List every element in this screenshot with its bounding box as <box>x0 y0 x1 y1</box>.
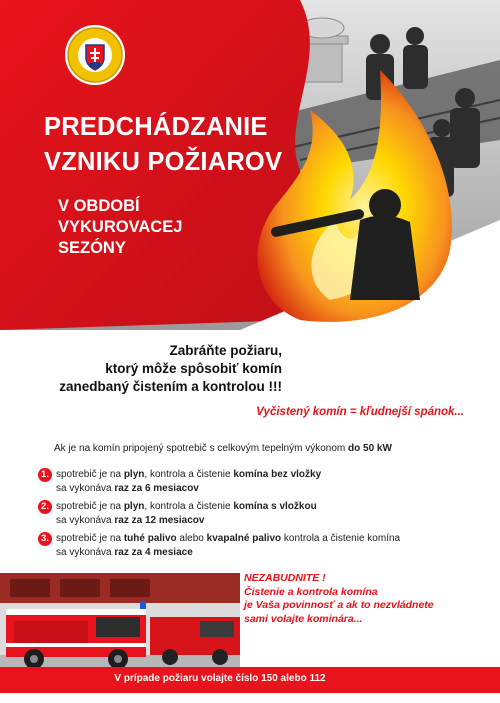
rule-number: 2. <box>38 500 52 514</box>
warning-line-1: Zabráňte požiaru, <box>169 343 282 358</box>
rule-text-part: kontrola a čistenie komína <box>281 533 401 544</box>
rule-text <box>56 500 468 527</box>
rule-text-part: sa vykonáva <box>56 546 115 558</box>
reminder-line-2: Čistenie a kontrola komína <box>244 585 378 598</box>
fire-trucks-photo <box>0 573 240 670</box>
reminder-text <box>244 572 434 626</box>
subtitle-line-3: SEZÓNY <box>58 239 126 257</box>
reminder-line-3: je Vaša povinnosť a ak to nezvládnete <box>244 599 434 611</box>
rule-text-part: , kontrola a čistenie <box>144 501 234 512</box>
subtitle-line-1: V OBDOBÍ <box>58 197 140 215</box>
rule-text-part: spotrebič je na <box>56 469 124 480</box>
intro-plain: Ak je na komín pripojený spotrebič s celkovým tepelným výkonom <box>54 443 349 454</box>
rule-text-bold: raz za 4 mesiace <box>114 546 193 558</box>
fire-rescue-emblem <box>64 24 126 86</box>
intro-text <box>54 443 392 454</box>
rule-text-part: sa vykonáva <box>56 514 115 526</box>
warning-text <box>59 342 282 396</box>
rule-text-bold: komína bez vložky <box>233 469 322 480</box>
poster-subtitle <box>58 196 182 259</box>
slogan: Vyčistený komín = kľudnejší spánok... <box>256 406 464 418</box>
rule-text-bold: komína s vložkou <box>233 501 317 512</box>
reminder-line-4: sami volajte kominára... <box>244 612 363 625</box>
rule-text <box>56 532 468 559</box>
rule-text-bold: plyn <box>123 469 145 480</box>
rule-number: 3. <box>38 532 52 546</box>
intro-bold: do 50 kW <box>348 443 392 454</box>
title-line-1: PREDCHÁDZANIE <box>44 113 268 141</box>
emblem-icon <box>64 24 126 86</box>
list-item <box>38 500 468 527</box>
title-line-2: VZNIKU POŽIAROV <box>44 148 283 176</box>
warning-line-3: zanedbaný čistením a kontrolou !!! <box>59 379 282 394</box>
poster-title <box>44 110 282 180</box>
rule-text-bold: plyn <box>123 501 145 512</box>
list-item <box>38 468 468 495</box>
warning-line-2: ktorý môže spôsobiť komín <box>105 361 282 376</box>
footer-bar <box>0 667 500 693</box>
list-item <box>38 532 468 559</box>
rule-text <box>56 468 468 495</box>
fire-truck-icon <box>0 573 240 670</box>
hero-banner <box>0 0 500 330</box>
rule-text-part: spotrebič je na <box>56 533 124 544</box>
rule-text-part: spotrebič je na <box>56 501 124 512</box>
rule-text-part: sa vykonáva <box>56 482 115 494</box>
rule-text-bold: kvapalné palivo <box>206 533 282 544</box>
rule-text-bold: tuhé palivo <box>123 533 177 544</box>
rule-text-part: alebo <box>176 533 207 544</box>
rule-text-part: , kontrola a čistenie <box>144 469 234 480</box>
rule-text-bold: raz za 6 mesiacov <box>114 482 199 494</box>
rule-number: 1. <box>38 468 52 482</box>
rules-list <box>38 468 468 564</box>
subtitle-line-2: VYKUROVACEJ <box>58 218 183 236</box>
emergency-numbers: V prípade požiaru volajte číslo 150 alebo 112 <box>114 673 326 684</box>
reminder-line-1: NEZABUDNITE ! <box>244 572 326 584</box>
rule-text-bold: raz za 12 mesiacov <box>114 514 205 526</box>
